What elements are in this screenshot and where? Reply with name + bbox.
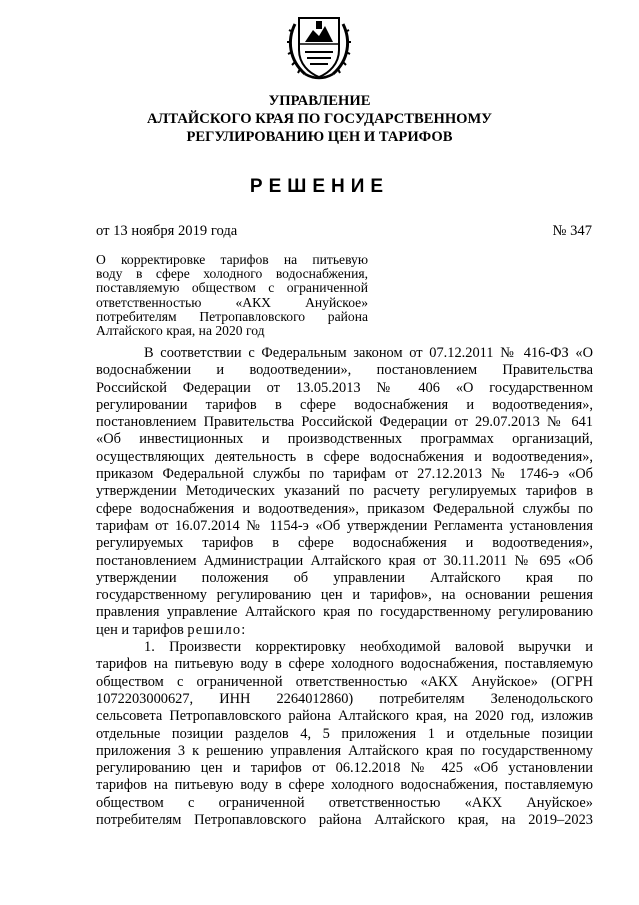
body-line: утверждении положения об управлении Алтайского края по xyxy=(96,569,593,586)
subject-line: О корректировке тарифов на питьевую xyxy=(96,252,368,267)
body-line: приложения 3 к решению управления Алтайского края по государственному xyxy=(96,742,593,759)
agency-line: УПРАВЛЕНИЕ xyxy=(268,93,371,109)
body-line: регулировании тарифов в сфере водоснабжения и водоотведения», xyxy=(96,396,593,413)
document-number: № 347 xyxy=(552,223,592,239)
body-line: сфере водоснабжения и водоотведения», приказом Федеральной службы по xyxy=(96,500,593,517)
item-1-paragraph xyxy=(96,639,593,829)
preamble-paragraph xyxy=(96,345,593,639)
body-line: регулированию цен и тарифов от 06.12.2018 № 425 «Об установлении xyxy=(96,760,593,777)
subject-line: поставляемую обществом с ограниченной xyxy=(96,280,368,296)
document-body xyxy=(96,345,593,829)
body-line: постановлением Администрации Алтайского края от 30.11.2011 № 695 «Об xyxy=(96,552,593,569)
body-line: потребителям Петропавловского района Алтайского края, на 2019–2023 xyxy=(96,812,593,829)
subject-line: Алтайского края, на 2020 год xyxy=(96,323,265,339)
body-line: тарифам от 16.07.2014 № 1154-э «Об утверждении Регламента установления xyxy=(96,517,593,534)
document-date: от 13 ноября 2019 года xyxy=(96,223,238,239)
preamble-tail-text: цен и тарифов xyxy=(96,621,188,638)
body-line: постановлением Правительства Российской Федерации от 29.07.2013 № 641 xyxy=(96,414,593,431)
subject-line: потребителям Петропавловского района xyxy=(96,308,368,324)
decision-keyword: решило: xyxy=(187,621,247,638)
body-line xyxy=(96,622,593,639)
body-line: водоснабжении и водоотведении», постановлением Правительства xyxy=(96,362,593,379)
body-line: «Об инвестиционных и производственных программах организаций, xyxy=(96,431,593,448)
body-line: государственному регулированию цен и тарифов», на основании решения xyxy=(96,587,593,604)
agency-line: АЛТАЙСКОГО КРАЯ ПО ГОСУДАРСТВЕННОМУ xyxy=(146,111,493,127)
document-subject xyxy=(96,253,368,338)
body-line: приказом Федеральной службы по тарифам от 27.12.2013 № 1746-э «Об xyxy=(96,466,593,483)
body-line: утверждении Методических указаний по расчету регулируемых тарифов в xyxy=(96,483,593,500)
agency-name xyxy=(0,92,639,146)
body-line: обществом с ограниченной ответственностью «АКХ Ануйское» xyxy=(96,794,593,811)
body-line: правления управление Алтайского края по государственному регулированию xyxy=(96,604,593,621)
body-line: Российской Федерации от 13.05.2013 № 406 «О государственном xyxy=(96,379,593,396)
body-line: В соответствии с Федеральным законом от 07.12.2011 № 416-ФЗ «О xyxy=(144,345,593,361)
body-line: регулируемых тарифов в сфере водоснабжения и водоотведения», xyxy=(96,535,593,552)
body-line: обществом с ограниченной ответственностью «АКХ Ануйское» (ОГРН xyxy=(96,673,593,690)
body-line: 1072203000627, ИНН 2264012860) потребителям Зеленодольского xyxy=(96,690,593,707)
body-line: сельсовета Петропавловского района Алтайского края, на 2020 год, изложив xyxy=(96,708,593,725)
body-line: тарифов на питьевую воду в сфере холодного водоснабжения, поставляемую xyxy=(96,777,593,794)
body-line: тарифов на питьевую воду в сфере холодного водоснабжения, поставляемую xyxy=(96,656,593,673)
body-line: отдельные позиции разделов 4, 5 приложения 1 и отдельные позиции xyxy=(96,725,593,742)
subject-line: ответственностью «АКХ Ануйское» xyxy=(96,294,368,310)
coat-of-arms-icon xyxy=(285,12,353,82)
document-type-title: РЕШЕНИЕ xyxy=(249,176,390,197)
agency-line: РЕГУЛИРОВАНИЮ ЦЕН И ТАРИФОВ xyxy=(186,129,453,145)
subject-line: воду в сфере холодного водоснабжения, xyxy=(96,266,368,282)
body-line: 1. Произвести корректировку необходимой валовой выручки и xyxy=(144,639,593,656)
body-line: осуществляющих деятельность в сфере водоснабжения и водоотведения», xyxy=(96,448,593,465)
